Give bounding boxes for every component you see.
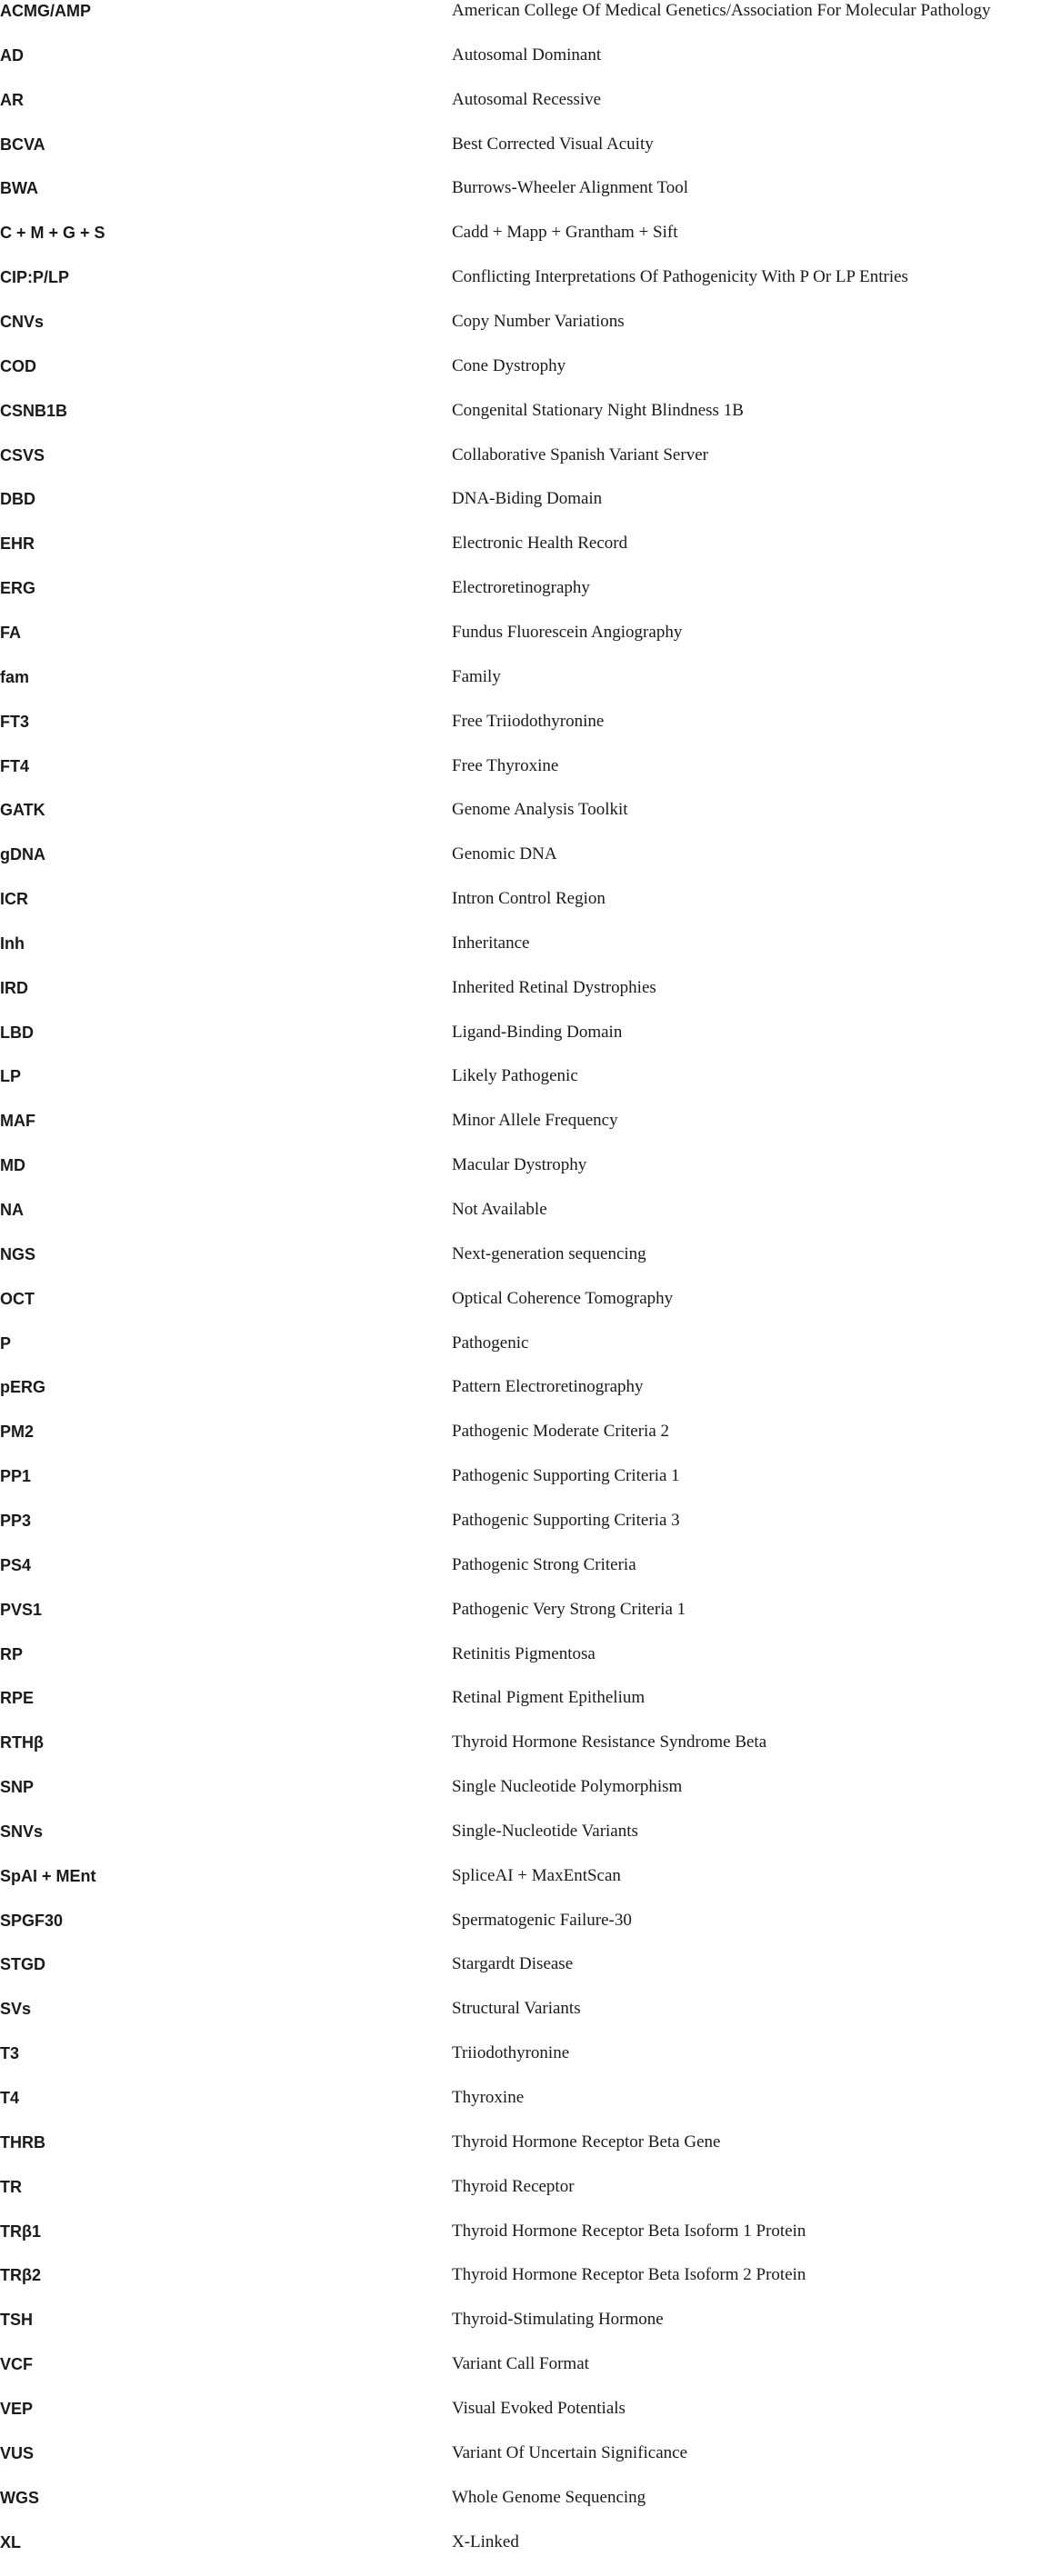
abbreviation-term: EHR: [0, 534, 35, 554]
abbreviation-row: [0, 1, 1041, 45]
abbreviation-term: PP1: [0, 1467, 32, 1485]
abbreviation-term: Inh: [0, 934, 25, 953]
abbreviation-row: [0, 578, 1041, 622]
abbreviation-definition: Retinitis Pigmentosa: [452, 1643, 596, 1663]
abbreviation-definition: Spermatogenic Failure-30: [452, 1910, 632, 1930]
abbreviation-term: CIP:P/LP: [0, 268, 70, 287]
abbreviation-definition: Thyroid-Stimulating Hormone: [452, 2310, 664, 2330]
abbreviation-definition: Congenital Stationary Night Blindness 1B: [452, 400, 744, 420]
abbreviation-row: [0, 1333, 1041, 1377]
abbreviation-definition: Triiodothyronine: [452, 2043, 570, 2063]
abbreviation-definition: Pathogenic Strong Criteria: [452, 1554, 636, 1574]
abbreviation-row: [0, 1511, 1041, 1554]
abbreviation-term: VEP: [0, 2399, 34, 2418]
abbreviation-row: [0, 978, 1041, 1022]
abbreviation-row: [0, 1244, 1041, 1288]
abbreviation-definition: Autosomal Dominant: [452, 45, 602, 65]
abbreviation-row: [0, 844, 1041, 888]
abbreviation-definition: Pathogenic Supporting Criteria 1: [452, 1466, 680, 1485]
abbreviation-definition: Autosomal Recessive: [452, 89, 602, 109]
abbreviation-definition: Copy Number Variations: [452, 311, 625, 331]
abbreviation-definition: Visual Evoked Potentials: [452, 2398, 626, 2418]
abbreviation-row: [0, 1999, 1041, 2042]
abbreviation-row: [0, 1688, 1041, 1732]
abbreviation-term: XL: [0, 2532, 22, 2551]
abbreviation-row: [0, 1066, 1041, 1110]
abbreviation-term: SVs: [0, 2000, 32, 2019]
abbreviation-row: [0, 756, 1041, 800]
abbreviation-term: NA: [0, 1201, 24, 1219]
abbreviation-term: CSVS: [0, 445, 45, 464]
abbreviation-definition: Cadd + Mapp + Grantham + Sift: [452, 223, 678, 243]
abbreviation-definition: Whole Genome Sequencing: [452, 2487, 646, 2507]
abbreviation-definition: Pathogenic Moderate Criteria 2: [452, 1422, 670, 1442]
abbreviation-definition: Thyroid Receptor: [452, 2176, 575, 2196]
abbreviation-term: MAF: [0, 1112, 35, 1131]
abbreviation-row: [0, 178, 1041, 222]
abbreviation-term: WGS: [0, 2488, 39, 2507]
abbreviation-term: VUS: [0, 2443, 35, 2462]
abbreviation-definition: Single-Nucleotide Variants: [452, 1821, 638, 1841]
abbreviation-definition: Pathogenic: [452, 1333, 529, 1353]
abbreviation-term: P: [0, 1333, 12, 1353]
abbreviation-definition: Best Corrected Visual Acuity: [452, 134, 654, 154]
abbreviation-definition: Pattern Electroretinography: [452, 1377, 644, 1397]
abbreviation-row: [0, 1911, 1041, 1954]
abbreviation-row: [0, 667, 1041, 711]
abbreviation-term: AD: [0, 45, 24, 65]
abbreviation-term: FA: [0, 623, 22, 642]
abbreviation-term: TR: [0, 2177, 22, 2196]
abbreviation-term: TRβ2: [0, 2266, 41, 2285]
abbreviation-row: [0, 1466, 1041, 1510]
abbreviation-row: [0, 267, 1041, 311]
abbreviation-term: CNVs: [0, 312, 45, 331]
abbreviation-row: [0, 2265, 1041, 2309]
abbreviation-row: [0, 2132, 1041, 2176]
abbreviation-term: TSH: [0, 2311, 33, 2330]
abbreviation-term: SpAI + MEnt: [0, 1866, 96, 1885]
abbreviation-term: PVS1: [0, 1600, 43, 1619]
abbreviation-definition: DNA-Biding Domain: [452, 489, 603, 509]
abbreviation-row: [0, 2354, 1041, 2398]
abbreviation-definition: Cone Dystrophy: [452, 355, 566, 375]
abbreviation-term: NGS: [0, 1244, 36, 1263]
abbreviation-definition: X-Linked: [452, 2531, 519, 2551]
abbreviation-definition: Inherited Retinal Dystrophies: [452, 977, 656, 997]
abbreviation-term: LBD: [0, 1023, 34, 1042]
abbreviation-row: [0, 1023, 1041, 1066]
abbreviation-term: OCT: [0, 1289, 35, 1308]
abbreviation-row: [0, 934, 1041, 977]
abbreviation-term: STGD: [0, 1955, 46, 1974]
abbreviation-term: SNP: [0, 1778, 35, 1796]
abbreviation-term: BCVA: [0, 135, 45, 154]
abbreviation-row: [0, 534, 1041, 577]
abbreviation-row: [0, 2443, 1041, 2487]
abbreviation-definition: Optical Coherence Tomography: [452, 1288, 674, 1308]
abbreviation-term: C + M + G + S: [0, 224, 105, 243]
abbreviation-row: [0, 2177, 1041, 2221]
abbreviation-row: [0, 356, 1041, 400]
abbreviation-definition: Structural Variants: [452, 1999, 581, 2019]
abbreviation-row: [0, 1422, 1041, 1465]
abbreviation-term: TRβ1: [0, 2222, 41, 2241]
abbreviation-row: [0, 2532, 1041, 2576]
abbreviation-definition: Inheritance: [452, 933, 530, 953]
abbreviation-definition: Electronic Health Record: [452, 534, 628, 554]
abbreviation-definition: Free Triiodothyronine: [452, 711, 605, 731]
abbreviation-term: COD: [0, 356, 36, 375]
abbreviation-term: SNVs: [0, 1822, 44, 1841]
abbreviation-row: [0, 1954, 1041, 1998]
abbreviation-definition: Pathogenic Supporting Criteria 3: [452, 1510, 680, 1530]
abbreviation-term: SPGF30: [0, 1911, 64, 1930]
abbreviation-definition: American College Of Medical Genetics/Association For Molecular Pathology: [452, 1, 991, 20]
abbreviation-row: [0, 312, 1041, 355]
abbreviation-term: BWA: [0, 179, 38, 198]
abbreviation-definition: Ligand-Binding Domain: [452, 1022, 623, 1042]
abbreviation-definition: Minor Allele Frequency: [452, 1111, 618, 1131]
abbreviation-row: [0, 90, 1041, 134]
abbreviation-row: [0, 1600, 1041, 1643]
abbreviation-row: [0, 1555, 1041, 1599]
abbreviation-definition: Single Nucleotide Polymorphism: [452, 1777, 683, 1796]
abbreviation-term: PP3: [0, 1511, 32, 1530]
abbreviation-term: ACMG/AMP: [0, 2, 91, 20]
abbreviation-term: IRD: [0, 978, 28, 997]
abbreviation-definition: Thyroid Hormone Resistance Syndrome Beta: [452, 1732, 767, 1752]
abbreviation-row: [0, 401, 1041, 444]
abbreviation-term: RP: [0, 1644, 24, 1663]
abbreviation-term: T4: [0, 2089, 20, 2107]
abbreviation-term: ICR: [0, 890, 28, 908]
abbreviation-term: THRB: [0, 2132, 45, 2152]
abbreviation-definition: Thyroxine: [452, 2088, 525, 2107]
abbreviation-row: [0, 1822, 1041, 1865]
abbreviation-term: T3: [0, 2044, 20, 2063]
abbreviation-definition: Retinal Pigment Epithelium: [452, 1688, 646, 1708]
abbreviation-row: [0, 1111, 1041, 1154]
abbreviation-term: ERG: [0, 579, 36, 598]
abbreviation-definition: Family: [452, 666, 501, 686]
abbreviation-term: gDNA: [0, 845, 45, 864]
abbreviation-definition: Macular Dystrophy: [452, 1155, 587, 1175]
abbreviation-definition: Free Thyroxine: [452, 755, 559, 775]
abbreviation-term: LP: [0, 1067, 22, 1086]
abbreviation-term: PM2: [0, 1423, 35, 1442]
abbreviation-row: [0, 489, 1041, 533]
abbreviation-definition: Electroretinography: [452, 578, 590, 598]
abbreviation-row: [0, 2043, 1041, 2087]
abbreviation-row: [0, 1200, 1041, 1243]
abbreviation-definition: Thyroid Hormone Receptor Beta Isoform 1 Protein: [452, 2221, 806, 2241]
abbreviation-definition: Not Available: [452, 1200, 547, 1219]
abbreviation-definition: Variant Of Uncertain Significance: [452, 2442, 688, 2462]
abbreviation-definition: Thyroid Hormone Receptor Beta Isoform 2 Protein: [452, 2265, 806, 2285]
abbreviation-term: RPE: [0, 1689, 35, 1708]
abbreviation-term: CSNB1B: [0, 401, 68, 420]
abbreviation-term: GATK: [0, 801, 45, 820]
abbreviation-row: [0, 2222, 1041, 2265]
abbreviation-definition: Intron Control Region: [452, 889, 606, 908]
abbreviation-row: [0, 135, 1041, 178]
abbreviation-term: fam: [0, 667, 30, 686]
abbreviation-row: [0, 623, 1041, 666]
abbreviation-term: DBD: [0, 490, 35, 509]
abbreviation-row: [0, 1644, 1041, 1688]
abbreviation-term: PS4: [0, 1555, 32, 1574]
abbreviation-row: [0, 889, 1041, 933]
abbreviation-row: [0, 1777, 1041, 1821]
abbreviation-row: [0, 1155, 1041, 1199]
abbreviation-definition: Thyroid Hormone Receptor Beta Gene: [452, 2132, 721, 2152]
abbreviation-definition: Pathogenic Very Strong Criteria 1: [452, 1599, 686, 1619]
abbreviation-definition: Next-generation sequencing: [452, 1243, 646, 1263]
abbreviation-term: VCF: [0, 2355, 33, 2374]
abbreviation-term: pERG: [0, 1378, 46, 1397]
abbreviation-term: AR: [0, 90, 24, 109]
abbreviation-term: FT4: [0, 756, 30, 775]
abbreviation-row: [0, 1377, 1041, 1421]
abbreviation-row: [0, 2488, 1041, 2531]
abbreviation-definition: SpliceAI + MaxEntScan: [452, 1865, 621, 1885]
abbreviation-term: FT3: [0, 712, 30, 731]
abbreviation-row: [0, 445, 1041, 489]
abbreviation-row: [0, 1866, 1041, 1910]
abbreviation-row: [0, 223, 1041, 266]
abbreviation-definition: Collaborative Spanish Variant Server: [452, 444, 708, 464]
abbreviation-row: [0, 45, 1041, 89]
abbreviation-row: [0, 800, 1041, 844]
abbreviation-definition: Stargardt Disease: [452, 1954, 574, 1974]
abbreviation-definition: Genomic DNA: [452, 844, 557, 864]
abbreviation-term: MD: [0, 1156, 25, 1175]
abbreviation-row: [0, 1289, 1041, 1333]
abbreviation-row: [0, 2310, 1041, 2353]
abbreviation-definition: Burrows-Wheeler Alignment Tool: [452, 178, 689, 198]
abbreviation-row: [0, 1732, 1041, 1776]
abbreviation-definition: Likely Pathogenic: [452, 1066, 578, 1086]
abbreviation-row: [0, 2088, 1041, 2132]
abbreviation-definition: Fundus Fluorescein Angiography: [452, 622, 683, 642]
abbreviation-definition: Genome Analysis Toolkit: [452, 800, 628, 820]
abbreviation-term: RTHβ: [0, 1733, 44, 1752]
abbreviation-row: [0, 2399, 1041, 2442]
abbreviation-definition: Conflicting Interpretations Of Pathogenicity With P Or LP Entries: [452, 267, 908, 287]
abbreviation-row: [0, 712, 1041, 755]
abbreviation-definition: Variant Call Format: [452, 2354, 589, 2374]
